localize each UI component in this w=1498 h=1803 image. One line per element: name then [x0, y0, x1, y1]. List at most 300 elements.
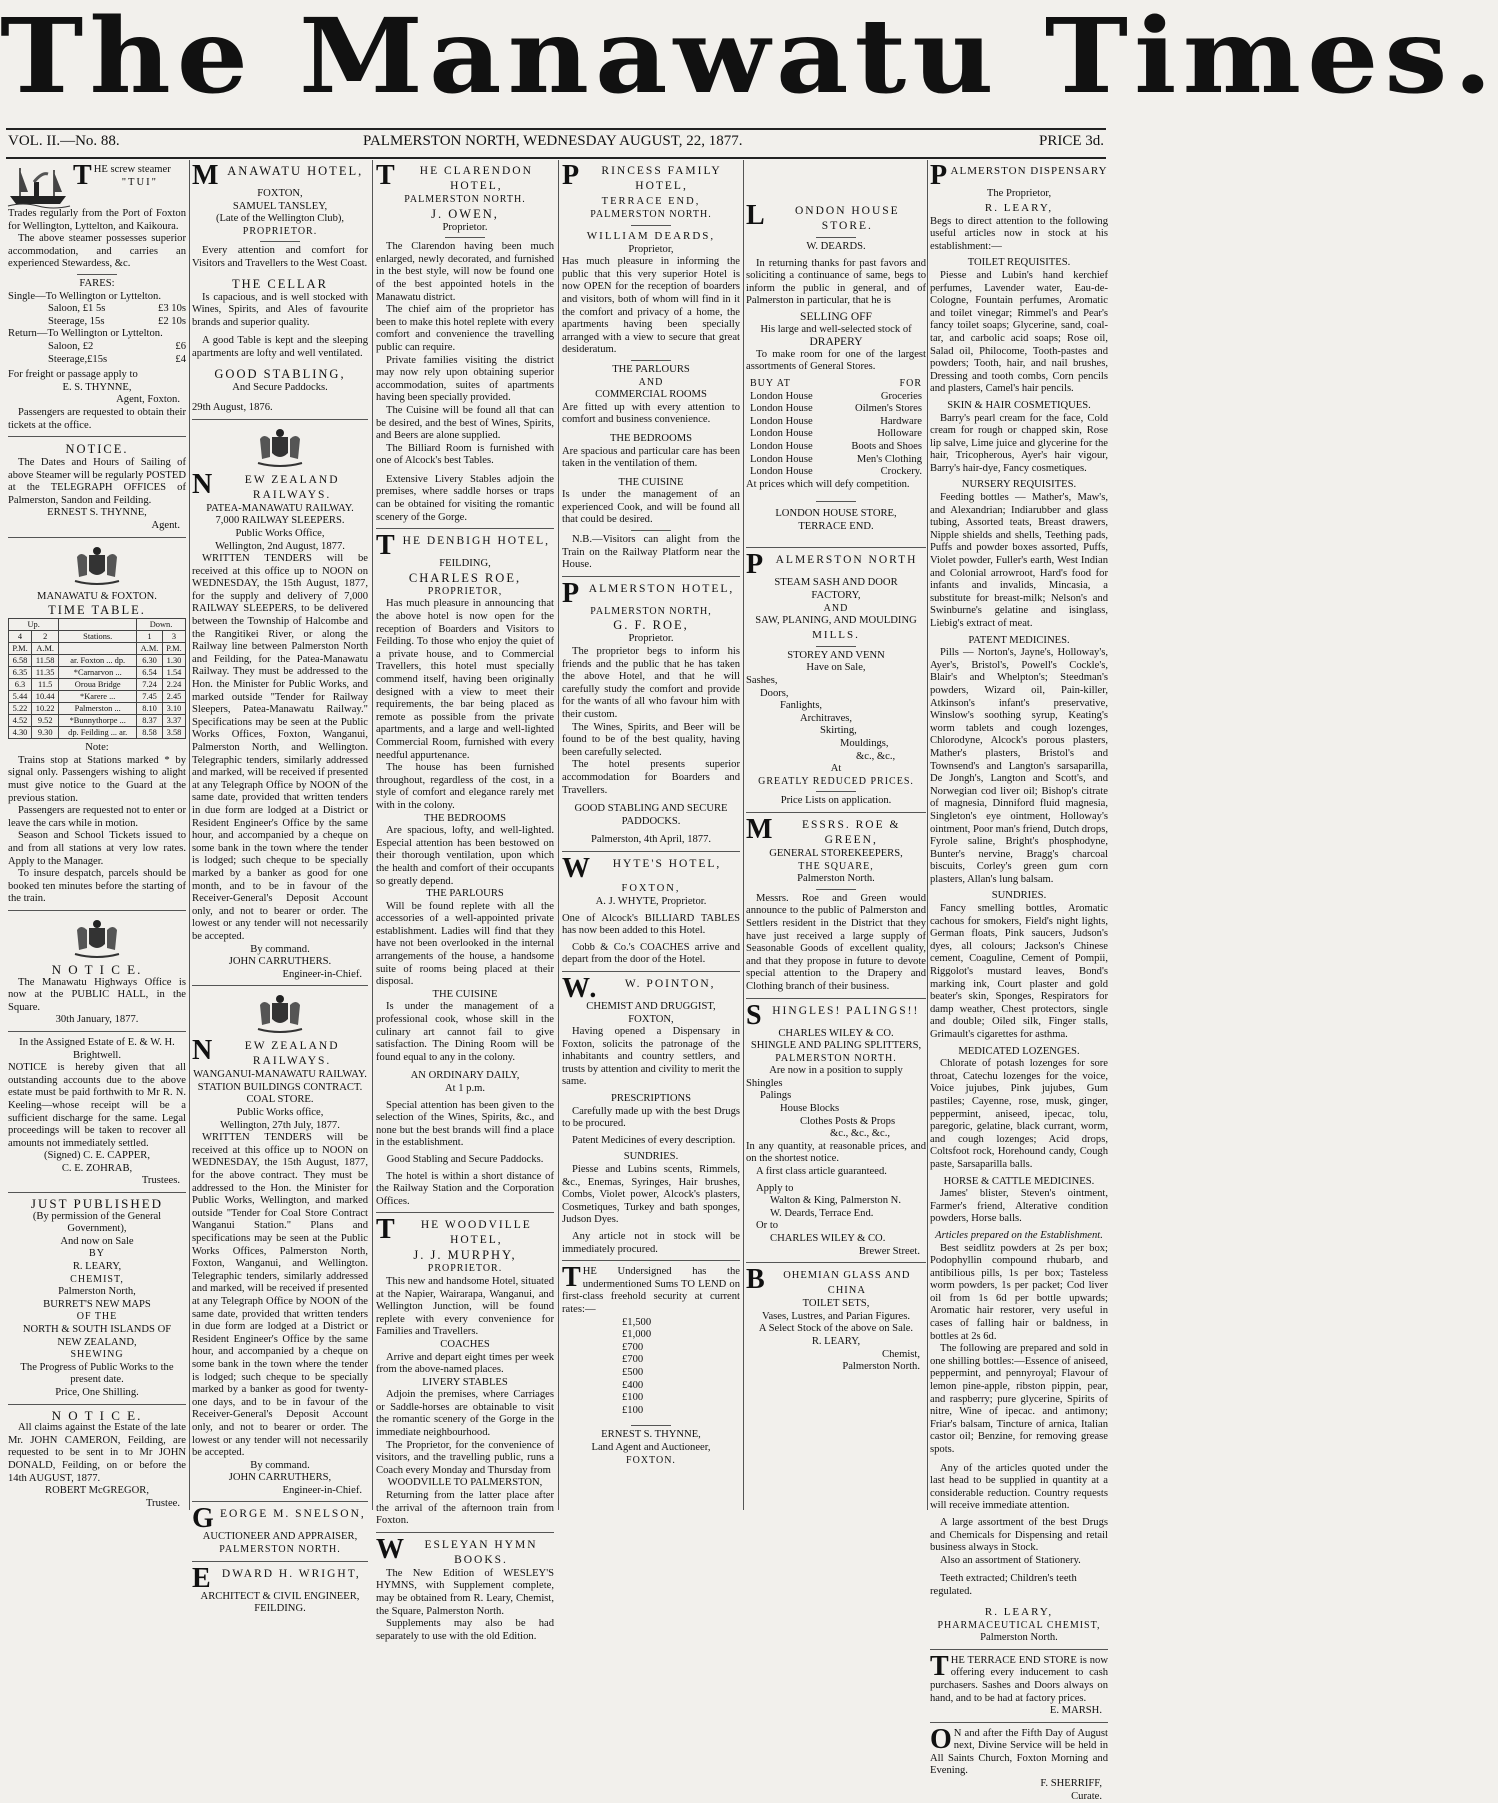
london-house-prices: At prices which will defy competition.	[746, 478, 910, 490]
dispensary-subheading: HORSE & CATTLE MEDICINES.	[943, 1175, 1095, 1187]
london-house-heading: ONDON HOUSE STORE.	[794, 205, 900, 232]
whyte-body: One of Alcock's BILLIARD TABLES has now been added to this Hotel.	[562, 912, 740, 937]
thynne-place: FOXTON.	[626, 1454, 676, 1466]
pointon-subheading: PRESCRIPTIONS	[610, 1093, 692, 1105]
estate-signature: C. E. ZOHRAB,	[61, 1162, 133, 1174]
notice-body: All claims against the Estate of the late Mr. JOHN CAMERON, Feilding, are requested to be sent in to Mr JOHN DONALD, Feilding, on or before the 14th AUGUST, 1877.	[8, 1422, 186, 1484]
pointon-body: Patent Medicines of every description.	[572, 1134, 736, 1146]
cameron-notice	[8, 1407, 186, 1511]
princess-body: Has much pleasure in informing the public that this very superior Hotel is now OPEN for the reception of boarders and visitors, both of whom will find in it the comfort and privacy of a home, the apartments having been specially arranged with a view to secure that great desideratum.	[562, 256, 740, 356]
snelson-place: PALMERSTON NORTH.	[219, 1544, 341, 1556]
whytes-hotel-ad	[562, 852, 740, 967]
london-house-body: In returning thanks for past favors and soliciting a continuance of same, begs to inform the public in general, and of Palmerston in particular, that he is	[746, 257, 926, 307]
railway-signature-title: Engineer-in-Chief.	[282, 1484, 362, 1496]
london-house-owner: W. DEARDS.	[806, 241, 866, 252]
dispensary-body: Begs to direct attention to the following useful articles now in stock at his establishment:—	[930, 215, 1108, 252]
denbigh-owner: CHARLES ROE,	[408, 570, 522, 585]
timetable-note: To insure despatch, parcels should be booked ten minutes before the starting of the train.	[8, 868, 186, 905]
hotel-heading: ANAWATU HOTEL,	[227, 164, 364, 178]
railway-signature: JOHN CARRUTHERS.	[228, 956, 332, 968]
dispensary-subheading: Articles prepared on the Establishment.	[935, 1229, 1103, 1241]
cellar-body: Is capacious, and is well stocked with Wines, Spirits, and Ales of favourite brands and superior quality.	[192, 291, 368, 328]
dropcap: M	[746, 813, 775, 845]
lend-sum: £700	[622, 1341, 644, 1353]
fare-row: Steerage, 15s £2 10s	[48, 315, 186, 327]
timetable-row: 6.58 11.58 ar. Foxton ... dp. 6.30 1.30	[9, 655, 186, 667]
snelson-title: AUCTIONEER AND APPRAISER,	[202, 1531, 358, 1543]
list-item: Doors,	[760, 687, 789, 699]
tui-steamer-ad	[8, 160, 186, 432]
snelson-ad	[192, 1503, 368, 1556]
woodville-proprietor-label: PROPRIETOR.	[427, 1263, 503, 1275]
pointon-chemist-ad	[562, 972, 741, 1256]
dispensary-body: Piesse and Lubin's hand kerchief perfumes, Lavender water, Eau-de-Cologne, Fountain perfumes, Aromatic and toilet vinegar; Rimmel's and Pear's fancy toilet soaps; Glycerine, sand, coal-tar, and carbolic acid soaps; Rose oil, Salad oil, Philocome, Tooth-pastes and powders; Tooth, hair, and nail brushes, Dressing and tooth combs, Corn pencils and plasters, Camel's hair pencils.	[930, 269, 1108, 395]
dropcap: T	[562, 1262, 581, 1294]
palmerston-heading: ALMERSTON HOTEL,	[588, 582, 735, 595]
railway-office: Public Works office,	[236, 1107, 324, 1119]
dateline	[8, 133, 1104, 153]
dispensary-body: Best seidlitz powders at 2s per box; Podophyllin compound rhubarb, and antibilious pills, 1s per box; Tasteless worm powders, 1s per packet; Cod liver oil from 1s 6d per bottle upwards; Aromatic hair restorer, very useful in cases of falling hair or baldness, in bottles at 2s 6d.	[930, 1242, 1108, 1342]
dropcap: P	[562, 160, 582, 191]
highways-notice	[8, 916, 186, 1027]
dispensary-subheading: PATENT MEDICINES.	[968, 634, 1070, 646]
agent-name: E. S. THYNNE,	[62, 381, 132, 393]
clarendon-body: Private families visiting the district may now rely upon obtaining superior accommodation, suites of apartments having been specially provided.	[376, 354, 554, 404]
maps-progress: The Progress of Public Works to the present date.	[20, 1361, 174, 1386]
denbigh-body: The house has been furnished throughout, regardless of the cost, in a style of comfort and elegance rarely met with in the colony.	[376, 762, 554, 811]
railway-by: By command.	[250, 1459, 310, 1471]
roe-green-ad	[746, 813, 926, 994]
clarendon-body: The Billiard Room is furnished with one of Alcock's best Tables.	[376, 442, 554, 467]
shingles-body: Are now in a position to supply	[769, 1065, 903, 1077]
hymn-heading: ESLEYAN HYMN BOOKS.	[424, 1538, 538, 1566]
issue-date: PALMERSTON NORTH, WEDNESDAY AUGUST, 22, 1877.	[363, 133, 743, 149]
clarendon-body: The Cuisine will be found all that can be desired, and the best of Wines, Spirits, and Beers are alone supplied.	[376, 404, 554, 442]
notice-heading: NOTICE.	[65, 442, 129, 457]
dropcap: O	[930, 1723, 952, 1755]
tui-ship-name: "TUI"	[121, 176, 158, 188]
manawatu-hotel-ad	[192, 160, 368, 415]
dispensary-subheading: SKIN & HAIR COSMETIQUES.	[947, 399, 1091, 411]
sash-price-lists: Price Lists on application.	[780, 795, 892, 807]
denbigh-hotel-ad	[376, 530, 554, 1208]
dropcap: T	[376, 160, 397, 191]
palmerston-body: The Wines, Spirits, and Beer will be found to be of the best quality, having been carefully selected.	[562, 721, 740, 758]
terrace-signature: E. MARSH.	[1049, 1705, 1102, 1717]
bohemian-place: Palmerston North.	[842, 1361, 920, 1373]
timetable-note: Season and School Tickets issued to and from all stations at very low rates. Apply to the Manager.	[8, 830, 186, 867]
woodville-subheading: COACHES	[440, 1338, 490, 1350]
list-item: London House Oilmen's Stores	[750, 403, 922, 415]
denbigh-ordinary-time: At 1 p.m.	[444, 1083, 486, 1094]
railway-body: WRITTEN TENDERS will be received at this office up to NOON on WEDNESDAY, the 15th August, 1877, for the supply and delivery of 7,000 RAILWAY SLEEPERS, to be delivered between the Township of Halcombe and the Rangitikei River, or along the Railway line between Palmerston North and Feilding, for the Patea-Manawatu Railway. They must be addressed to the Hon. the Minister for Public Works, and marked outside "Tender for Railway Sleepers, Patea-Manawatu Railway." Specifications may be seen at the Public Works Offices, Foxton, Wanganui, Palmerston North, and Wellington. Telegraphic tenders, similarly addressed and marked, will be received if presented at any Telegraph Office by NOON of the same date, provided that written tenders in due form are lodged at a District or Resident Engineer's Office by the same hour, and accompanied by a cheque on some bank in the town where the tender is lodged; such cheque to be specially marked by a banker as good for one month, and to be in favour of the Receiver-General's Deposit Account only, and not to bearer or order. The lowest or any tender will not necessarily be accepted.	[192, 553, 368, 942]
whyte-owner: A. J. WHYTE, Proprietor.	[595, 895, 707, 907]
woodville-hotel-ad	[376, 1214, 554, 1527]
palmerston-stabling: GOOD STABLING AND SECURE PADDOCKS.	[574, 803, 728, 827]
london-house-selling: SELLING OFF	[800, 310, 872, 323]
railway-subject: COAL STORE.	[246, 1094, 314, 1106]
steamship-icon	[8, 164, 70, 208]
sash-subheading: MILLS.	[812, 628, 860, 641]
timetable-row: 4.30 9.30 dp. Feilding ... ar. 8.58 3.58	[9, 727, 186, 739]
dispensary-proprietor-label: The Proprietor,	[986, 188, 1052, 199]
lend-sum: £100	[622, 1404, 644, 1416]
lend-sum: £700	[622, 1354, 644, 1366]
railway-body: WRITTEN TENDERS will be received at this office up to NOON on WEDNESDAY, the 15th August, 1877, for the above contract. They must be addressed to the Hon. the Minister for Public Works, Wellington, and marked outside "Tender for Coal Store Contract Wanganui Station." Plans and specifications may be seen at the Public Works Offices, Palmerston North, Foxton, Wanganui, and Wellington. Telegraphic tenders, similarly addressed and marked, will be received if presented at any Telegraph Office by NOON of the same date, provided that written tenders in due form are lodged at a District or Resident Engineer's Office by the same hour, and accompanied by a cheque on some bank in the town where the tender is lodged; such cheque to be specially marked by a banker as good for twenty-one days, and to be in favour of the Receiver-General's Deposit Account only, and not to bearer or order. The lowest or any tender will not necessarily be accepted.	[192, 1132, 368, 1459]
dispensary-subheading: NURSERY REQUISITES.	[961, 479, 1077, 491]
lend-sum: £100	[622, 1392, 644, 1404]
dropcap: T	[930, 1650, 949, 1682]
tickets-note: Passengers are requested to obtain their tickets at the office.	[8, 406, 186, 431]
wright-title: ARCHITECT & CIVIL ENGINEER,	[200, 1590, 360, 1602]
list-item: Palings	[760, 1090, 792, 1102]
clarendon-place: PALMERSTON NORTH.	[404, 194, 526, 205]
list-item: &c., &c., &c.,	[830, 1128, 891, 1140]
princess-body: Are spacious and particular care has been taken in the ventilation of them.	[562, 445, 740, 470]
princess-body: Are fitted up with every attention to comfort and business convenience.	[562, 401, 740, 426]
shingles-agent: W. Deards, Terrace End.	[770, 1207, 874, 1219]
railway-timetable	[8, 543, 186, 906]
wright-place: FEILDING.	[254, 1603, 306, 1615]
dropcap: W	[562, 852, 592, 884]
thynne-name: ERNEST S. THYNNE,	[601, 1429, 701, 1441]
pointon-body: Any article not in stock will be immediately procured.	[562, 1231, 740, 1255]
maps-by: BY	[89, 1248, 105, 1260]
london-house-list-header: BUY AT FOR	[750, 377, 922, 389]
denbigh-body: Has much pleasure in announcing that the above hotel is now open for the reception of Boarders and Visitors to Feilding. To those who enjoy the quiet of a private house, and to Commercial Travellers, this hotel must specially commend itself, having been originally designed with a view to meet their requirements, the bar being placed as remote as possible from the private apartments, and a large and well-lighted Commercial Room, furnished with every needful appurtenance.	[376, 598, 554, 761]
wright-heading: DWARD H. WRIGHT,	[221, 1567, 361, 1580]
london-house-stock: His large and well-selected stock of	[760, 323, 912, 335]
dropcap: P	[930, 160, 949, 191]
terrace-end-store-ad	[930, 1650, 1108, 1718]
money-to-lend-ad	[562, 1262, 740, 1467]
roe-green-title: GENERAL STOREKEEPERS,	[769, 847, 903, 859]
royal-coat-of-arms-icon	[67, 543, 127, 589]
denbigh-proprietor-label: PROPRIETOR,	[427, 585, 503, 597]
dispensary-body: James' blister, Steven's ointment, Farmer's friend, Alterative condition powders, Horse balls.	[930, 1188, 1108, 1225]
tui-heading: HE screw steamer	[93, 164, 171, 175]
dispensary-signature-place: Palmerston North.	[980, 1632, 1058, 1644]
woodville-subheading: LIVERY STABLES	[422, 1376, 508, 1388]
timetable-row: 6.35 11.35 *Carnarvon ... 6.54 1.54	[9, 667, 186, 679]
sash-have: Have on Sale,	[806, 662, 866, 674]
shingles-title: SHINGLE AND PALING SPLITTERS,	[750, 1040, 922, 1052]
maps-permission: (By permission of the General Government),	[32, 1210, 162, 1235]
tui-dropcap: T	[73, 160, 92, 191]
lend-sum: £400	[622, 1379, 644, 1391]
dispensary-ad	[930, 160, 1108, 1645]
list-item: London House Groceries	[750, 390, 922, 402]
dispensary-heading: ALMERSTON DISPENSARY	[950, 165, 1108, 177]
stabling-heading: GOOD STABLING,	[214, 366, 346, 381]
london-house-drapery: DRAPERY	[809, 336, 863, 349]
london-house-name: LONDON HOUSE STORE,	[775, 508, 897, 520]
sash-heading: ALMERSTON NORTH	[775, 554, 918, 567]
dropcap: W	[376, 1533, 406, 1565]
dropcap: M	[192, 160, 221, 191]
newspaper-title: The Manawatu Times.	[0, 0, 1498, 117]
timetable-row: 4.52 9.52 *Bunnythorpe ... 8.37 3.37	[9, 715, 186, 727]
timetable-table: Up. Down. 4 2 Stations. 1 3 P.M. A.M. A.M. P.M. 6.58 11.58 ar. Foxton ... dp. 6.30 1.30 6.35 11.35 *Carnarvon ... 6.54 1.54 6.3 11.5 Oroua Bridge 7.24 2.24 5.44 10.44 *Karere ... 7.45 2.45 5.22 10.22 Palmerston ... 8.10 3.10 4.52 9.52 *Bunnythorpe ... 8.37 3.37 4.30 9.30 dp. Feilding ... ar. 8.58 3.58	[8, 618, 186, 739]
denbigh-body: Is under the management of a professional cook, whose skill in the culinary art cannot fail to give satisfaction. The Dining Room will be found equal to any in the colony.	[376, 1001, 554, 1063]
princess-subheading: COMMERCIAL ROOMS	[595, 389, 707, 401]
princess-heading: RINCESS FAMILY HOTEL,	[601, 165, 722, 192]
list-item: House Blocks	[780, 1103, 840, 1115]
shingles-owner: CHARLES WILEY & CO.	[778, 1027, 894, 1039]
hotel-proprietor-label: PROPRIETOR.	[242, 225, 318, 237]
pointon-place: FOXTON,	[628, 1013, 674, 1025]
sash-subheading: FACTORY,	[811, 590, 861, 602]
palmerston-date: Palmerston, 4th April, 1877.	[590, 834, 712, 846]
estate-body: NOTICE is hereby given that all outstanding accounts due to the above estate must be paid forthwith to Mr R. N. Keeling—whose receipt will be a sufficient discharge for the same. Legal proceedings will be taken to recover all amounts not immediately settled.	[8, 1062, 186, 1149]
bohemian-stock: A Select Stock of the above on Sale.	[758, 1323, 914, 1335]
dispensary-signature-title: PHARMACEUTICAL CHEMIST,	[937, 1619, 1101, 1631]
shingles-street: Brewer Street.	[858, 1245, 920, 1257]
railway-by: By command.	[250, 943, 310, 955]
notice-signature-title: Agent.	[151, 520, 180, 532]
woodville-owner: J. J. MURPHY,	[413, 1248, 517, 1263]
maps-title: NEW ZEALAND,	[57, 1336, 137, 1348]
shingles-agent: CHARLES WILEY & CO.	[770, 1233, 886, 1244]
hotel-date: 29th August, 1876.	[192, 402, 273, 414]
list-item: Mouldings,	[840, 738, 889, 749]
table-body: A good Table is kept and the sleeping apartments are lofty and well ventilated.	[192, 335, 368, 359]
palmerston-place: PALMERSTON NORTH,	[590, 605, 712, 617]
tui-trades: Trades regularly from the Port of Foxton for Wellington, Lyttelton, and Kaikoura.	[8, 208, 186, 232]
roe-green-place: Palmerston North.	[797, 873, 875, 885]
clarendon-body: The Clarendon having been much enlarged, newly decorated, and furnished in the best style, will now be found one of the best appointed hotels in the Manawatu district.	[376, 241, 554, 303]
paddocks: And Secure Paddocks.	[232, 381, 328, 393]
service-body: N and after the Fifth Day of August next, Divine Service will be held in All Saints Church, Foxton Morning and Evening.	[930, 1727, 1108, 1777]
denbigh-subheading: THE PARLOURS	[426, 888, 504, 900]
dropcap: T	[376, 1214, 397, 1246]
top-rule	[6, 128, 1106, 130]
roe-green-heading: ESSRS. ROE & GREEN,	[801, 818, 901, 846]
fare-row: Saloon, £1 5s £3 10s	[48, 303, 186, 315]
lend-sum: £1,500	[622, 1316, 652, 1328]
railway-date: Wellington, 2nd August, 1877.	[215, 540, 345, 552]
sash-subheading: SAW, PLANING, AND MOULDING	[755, 615, 917, 627]
column-rule	[372, 160, 373, 1510]
timetable-title: MANAWATU & FOXTON.	[37, 590, 157, 602]
palmerston-hotel-ad	[562, 577, 740, 847]
railway-subject: 7,000 RAILWAY SLEEPERS.	[215, 515, 345, 527]
sailing-notice	[8, 442, 186, 533]
woodville-body: Returning from the latter place after the arrival of the afternoon train from Foxton.	[376, 1490, 554, 1527]
fares-heading: FARES:	[79, 277, 115, 289]
shingles-body: In any quantity, at reasonable prices, and on the shortest notice.	[746, 1140, 926, 1165]
shingles-place: PALMERSTON NORTH.	[775, 1052, 897, 1064]
bohemian-sets: TOILET SETS,	[802, 1298, 870, 1310]
notice-body: The Dates and Hours of Sailing of above Steamer will be regularly POSTED at the TELEGRAPH OFFICES of Palmerston, Sandon and Feilding.	[8, 457, 186, 506]
dispensary-body: Pills — Norton's, Jayne's, Holloway's, Ayer's, Bristol's, Powell's Cockle's, Blair's and Whelpton's; Steedman's powders, Wizard oil, Pain-killer, Atkinson's infant's preservative, Winslow's soothing syrup, Keating's worm tablets and cough lozenges, Chlorodyne, Alcock's porous plasters, Mather's plasters, Bristol's and Townsend's and Langton's sarsaparilla, De Jongh's, Langton and Scott's, and Norwegian cod liver oil; Bishop's citrate of magnesia, Dinniford fluid magnesia, Singleton's eye ointment, Holloway's ointment, Poor man's friend, Dutch drops, Fyrole saline, Bright's phosphodyne, Bunter's nervine, Bragg's charcoal biscuits, Corley's green gum corn plasters, Allan's lung balsam.	[930, 647, 1108, 885]
denbigh-place: FEILDING,	[439, 558, 491, 570]
estate-signature: (Signed) C. E. CAPPER,	[44, 1150, 150, 1162]
sash-at: At	[830, 763, 842, 775]
lend-sums	[562, 1317, 740, 1418]
maps-showing: SHEWING	[70, 1349, 124, 1361]
dropcap: N	[192, 468, 215, 500]
dispensary-body: The following are prepared and sold in one shilling bottles:—Essence of aniseed, peppermint, and pennyroyal; Flavour of lemon pine-apple, ribston pippin, pear, and raspberry; pure glycerine, Spirits of nitre, Wine of ipecac. and antimony; Friar's balsam, Tincture of arnica, Italian castor oil; Benzine, for removing grease spots.	[930, 1343, 1108, 1455]
dispensary-subheading: MEDICATED LOZENGES.	[958, 1045, 1080, 1057]
hymn-body: The New Edition of WESLEY'S HYMNS, with Supplement complete, may be obtained from R. Leary, Chemist, the Square, Palmerston North.	[376, 1567, 554, 1617]
pointon-subheading: SUNDRIES.	[623, 1151, 679, 1163]
terrace-body: HE TERRACE END STORE is now offering every inducement to cash purchasers. Sashes and Doors always on hand, and to be had at factory prices.	[930, 1654, 1108, 1704]
hotel-place: FOXTON,	[257, 188, 303, 199]
shingles-agent: Walton & King, Palmerston N.	[770, 1195, 901, 1207]
princess-proprietor-label: Proprietor,	[628, 243, 674, 255]
dateline-rule	[6, 157, 1106, 159]
shingles-ad	[746, 999, 926, 1259]
shingles-body: A first class article guaranteed.	[756, 1166, 887, 1178]
dispensary-body: A large assortment of the best Drugs and Chemicals for Dispensing and retail business always in Stock.	[930, 1516, 1108, 1554]
bohemian-chemist: Chemist,	[882, 1348, 920, 1360]
estate-heading: In the Assigned Estate of E. & W. H. Brightwell.	[19, 1036, 175, 1061]
timetable-row: 6.3 11.5 Oroua Bridge 7.24 2.24	[9, 679, 186, 691]
maps-price: Price, One Shilling.	[55, 1386, 139, 1398]
estate-signature-title: Trustees.	[141, 1175, 180, 1187]
hymn-body: Supplements may also be had separately to use with the old Edition.	[376, 1618, 554, 1642]
dispensary-subheading: SUNDRIES.	[991, 890, 1047, 902]
sash-subheading: STEAM SASH AND DOOR	[774, 577, 898, 589]
roe-green-square: THE SQUARE,	[798, 860, 874, 872]
dispensary-body: Chlorate of potash lozenges for sore throat, Catechu lozenges for the voice, Voice jujubes, Pink jujubes, Gum pastiles; Cayenne, rose, musk, ginger, peppermint, aniseed, ipecac, tolu, paregoric, gelatine, black currant, worm, and cough lozenges; Acid drops, Coltsfoot rock, Horehound candy, Cough paste, Sarsaparilla balls.	[930, 1058, 1108, 1170]
dropcap: W.	[562, 972, 599, 1004]
railway-sleepers-tender	[192, 425, 368, 982]
denbigh-body: Are spacious, lofty, and well-lighted. Especial attention has been bestowed on their thorough ventilation, upon which the health and comfort of their occupants so greatly depend.	[376, 825, 554, 887]
notice-date: 30th January, 1877.	[55, 1014, 139, 1026]
london-house-place: TERRACE END.	[798, 520, 874, 532]
princess-subheading: THE CUISINE	[618, 476, 684, 488]
notice-signature: ROBERT McGREGOR,	[45, 1485, 149, 1497]
notice-signature: ERNEST S. THYNNE,	[47, 507, 147, 519]
divine-service-notice	[930, 1723, 1108, 1803]
fare-row: Single—To Wellington or Lyttelton.	[8, 290, 161, 302]
notice-heading: N O T I C E.	[51, 1407, 143, 1423]
railway-signature: JOHN CARRUTHERS,	[228, 1472, 332, 1484]
palmerston-body: The proprietor begs to inform his friends and the public that he has taken the above Hotel, and that he will carefully study the comfort and provide for the wants of all who favour him with their custom.	[562, 646, 740, 720]
woodville-route: WOODVILLE TO PALMERSTON,	[387, 1477, 543, 1489]
dropcap: B	[746, 1264, 766, 1296]
maps-title: NORTH & SOUTH ISLANDS OF	[22, 1324, 172, 1335]
shingles-or: Or to	[756, 1220, 779, 1232]
dispensary-body: Fancy smelling bottles, Aromatic cachous for smokers, Field's night lights, German floats, Pink saucers, Judson's dyes, all colours; Jackson's Chinese cement, Coaguline, Cement of Pompii, Riggolot's mustard leaves, Bond's marking ink, Court plaster and gold beater's skin, Sponges, Respirators for damp weather, Chest protectors, single and double; Oiled silk, Finger stalls, Grimault's cigarettes for asthma.	[930, 903, 1108, 1040]
clarendon-heading: HE CLARENDON HOTEL,	[419, 165, 533, 192]
column-4	[562, 160, 741, 1509]
dispensary-body: Barry's pearl cream for the face, Cold cream for rough or chapped skin, Rose lip salve, Lime juice and glycerine for the hair, Tricopherous, Ayer's hair vigour, Barry's hair-dye, Fancy cosmetiques.	[930, 412, 1108, 474]
denbigh-body: Will be found replete with all the accessories of a well-appointed private establishment. Ladies will find that they have not been overlooked in the internal arrangements of the house, a handsome suite of rooms being placed at their disposal.	[376, 900, 554, 988]
dropcap: N	[192, 1035, 215, 1067]
princess-and: AND	[638, 376, 664, 388]
tui-accommodation: The above steamer possesses superior accommodation, and carries an experienced Stewardess, &c.	[8, 233, 186, 270]
column-rule	[558, 160, 559, 1510]
dispensary-body: Any of the articles quoted under the last head to be supplied in quantity at a considerable reduction. Country requests will receive immediate attention.	[930, 1462, 1108, 1512]
list-item: Architraves,	[800, 712, 853, 724]
pointon-heading: W. POINTON,	[624, 977, 716, 990]
pointon-body: Carefully made up with the best Drugs to be procured.	[562, 1105, 740, 1130]
column-3	[376, 160, 554, 1642]
dropcap: P	[562, 577, 582, 609]
clarendon-hotel-ad	[376, 160, 554, 524]
dispensary-body: Feeding bottles — Mather's, Maw's, and Alexandrian; Indiarubber and glass tubing, Assorted teats, Breast drawers, Nipple shields and shells, Teething pads, Puffs and powder boxes assorted, Puffs, Violet powder, Fuller's earth, West Indian and Colonial arrowroot, Hard's food for infants and invalids, Mincasia, a substitute for breast-milk; Nelson's and Swinburne's gelatine and isinglass, Liebig's extract of meat.	[930, 492, 1108, 629]
dropcap: P	[746, 549, 766, 581]
maps-of: OF THE	[76, 1311, 118, 1323]
clarendon-body: The chief aim of the proprietor has been to make this hotel replete with every comfort and convenience the travelling public can require.	[376, 304, 554, 353]
railway-date: Wellington, 27th July, 1877.	[220, 1119, 340, 1131]
cellar-heading: THE CELLAR	[231, 276, 329, 291]
dispensary-subheading: TOILET REQUISITES.	[967, 257, 1071, 269]
pointon-title: CHEMIST AND DRUGGIST,	[586, 1000, 716, 1012]
bohemian-items: Vases, Lustres, and Parian Figures.	[762, 1310, 910, 1322]
railway-heading: EW ZEALAND RAILWAYS.	[244, 473, 340, 501]
railway-subject: STATION BUILDINGS CONTRACT.	[197, 1081, 363, 1093]
woodville-heading: HE WOODVILLE HOTEL,	[420, 1219, 532, 1247]
timetable-row: 5.44 10.44 *Karere ... 7.45 2.45	[9, 691, 186, 703]
princess-town: PALMERSTON NORTH.	[590, 209, 712, 220]
dispensary-body: Teeth extracted; Children's teeth regulated.	[930, 1573, 1077, 1597]
hymn-books-ad	[376, 1533, 554, 1644]
service-signature: F. SHERRIFF,	[1040, 1778, 1102, 1790]
list-item: Shingles	[746, 1077, 783, 1089]
railway-coal-store-tender	[192, 991, 368, 1497]
dropcap: S	[746, 999, 764, 1031]
masthead	[0, 0, 1498, 125]
column-2	[192, 160, 368, 1615]
princess-body: Is under the management of an experienced Cook, and will be found all that could be desired.	[562, 489, 740, 526]
hotel-body: Every attention and comfort for Visitors and Travellers to the West Coast.	[192, 245, 368, 269]
denbigh-subheading: THE CUISINE	[432, 988, 498, 1000]
sash-owner: STOREY AND VENN	[787, 649, 885, 661]
palmerston-body: The hotel presents superior accommodation for Boarders and Travellers.	[562, 759, 740, 796]
whyte-body: Cobb & Co.'s COACHES arrive and depart from the door of the Hotel.	[562, 941, 740, 966]
list-item: Clothes Posts & Props	[800, 1115, 896, 1127]
princess-place: TERRACE END,	[601, 196, 701, 207]
denbigh-subheading: THE BEDROOMS	[423, 812, 507, 824]
freight-line: For freight or passage apply to	[8, 369, 138, 381]
volume-number: VOL. II.—No. 88.	[8, 133, 120, 149]
denbigh-stabling: Good Stabling and Secure Paddocks.	[386, 1153, 544, 1165]
clarendon-body: Extensive Livery Stables adjoin the premises, where saddle horses or traps can be obtained for visiting the romantic scenery of the Gorge.	[376, 473, 554, 523]
maps-seller-title: CHEMIST,	[70, 1273, 124, 1285]
royal-coat-of-arms-icon	[250, 991, 310, 1037]
issue-price: PRICE 3d.	[1038, 133, 1104, 149]
notice-heading: N O T I C E.	[51, 961, 143, 977]
railway-signature-title: Engineer-in-Chief.	[282, 968, 362, 980]
denbigh-subheading: AN ORDINARY DAILY,	[410, 1070, 520, 1082]
service-signature-title: Curate.	[1071, 1790, 1102, 1802]
maps-title: BURRET'S NEW MAPS	[43, 1298, 151, 1310]
sash-factory-ad	[746, 549, 926, 808]
hotel-owner: SAMUEL TANSLEY,	[232, 200, 328, 212]
bohemian-glass-ad	[746, 1264, 926, 1374]
maps-ad	[8, 1198, 186, 1400]
dispensary-owner: R. LEARY,	[984, 201, 1054, 214]
london-house-ad	[746, 200, 926, 533]
denbigh-body: Special attention has been given to the selection of the Wines, Spirits, &c., and none but the best brands will find a place in the establishment.	[376, 1099, 554, 1149]
list-item: Skirting,	[820, 725, 857, 737]
agent-title: Agent, Foxton.	[116, 394, 180, 406]
timetable-note-heading: Note:	[85, 742, 109, 754]
list-item: London House Crockery.	[750, 466, 922, 478]
column-rule	[927, 160, 928, 1510]
woodville-body: Arrive and depart eight times per week from the above-named places.	[376, 1351, 554, 1376]
railway-heading: EW ZEALAND RAILWAYS.	[244, 1040, 340, 1068]
royal-coat-of-arms-icon	[67, 916, 127, 962]
woodville-body: This new and handsome Hotel, situated at the Napier, Wairarapa, Wanganui, and Wellington Junction, will be found replete with every convenience for Families and Travellers.	[376, 1275, 554, 1338]
palmerston-proprietor-label: Proprietor.	[628, 633, 674, 645]
roe-green-body: Messrs. Roe and Green would announce to the public of Palmerston and Settlers resident in the District that they have just received a large supply of Seasonable Goods of excellent quality, and that they propose in future to devote special attention to the Drapery and Clothing branch of their business.	[746, 892, 926, 992]
list-item: London House Hardware	[750, 415, 922, 427]
